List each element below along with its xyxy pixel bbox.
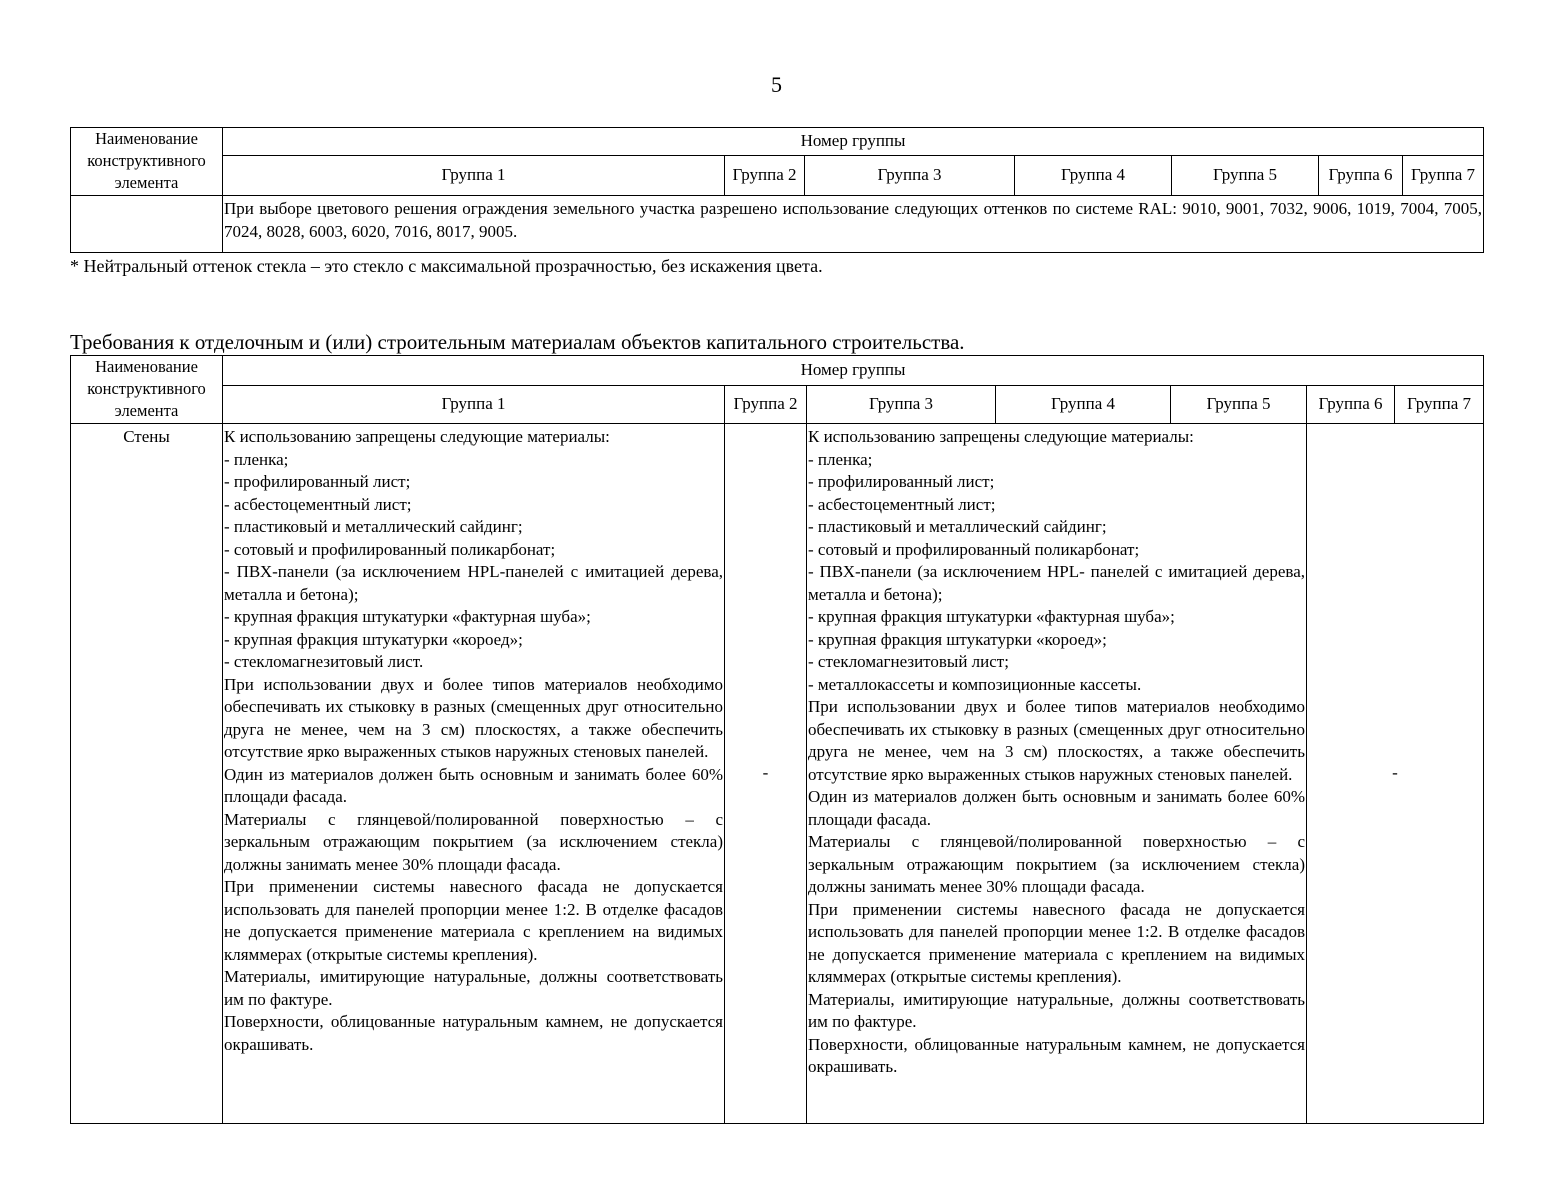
group-header: Группа 6 (1307, 386, 1395, 424)
requirement-line: К использованию запрещены следующие материалы: (808, 427, 1194, 446)
requirement-line: - крупная фракция штукатурки «короед»; (224, 629, 523, 649)
requirement-line: - ПВХ-панели (за исключением HPL- панелей с имитацией дерева, металла и бетона); (808, 562, 1305, 604)
row-name-walls: Стены (71, 424, 223, 1124)
group-header: Группа 5 (1171, 386, 1307, 424)
requirement-paragraph: Один из материалов должен быть основным и занимать более 60% площади фасада. (808, 787, 1305, 829)
element-name-header: Наименование конструктивного элемента (71, 128, 223, 196)
group-header: Группа 1 (223, 156, 725, 196)
requirement-line: - стекломагнезитовый лист; (808, 652, 1009, 671)
requirement-line: - крупная фракция штукатурки «короед»; (808, 629, 1107, 649)
group-header: Группа 3 (807, 386, 996, 424)
requirement-paragraph: Материалы с глянцевой/полированной поверхностью – с зеркальным отражающим покрытием (за исключением стекла) должны занимать менее 30% площади фасада. (224, 809, 723, 874)
requirement-line: - ПВХ-панели (за исключением HPL-панелей с имитацией дерева, металла и бетона); (224, 562, 723, 604)
requirement-line: - крупная фракция штукатурки «фактурная шуба»; (808, 607, 1175, 626)
ral-colors-text: При выборе цветового решения ограждения земельного участка разрешено использование следующих оттенков по системе RAL: 9010, 9001, 7032, 9006, 1019, 7004, 7005, 7024, 8028, 6003, 6020, 7016, 8017, 9005. (223, 196, 1484, 253)
group-header: Группа 2 (725, 386, 807, 424)
requirement-paragraph: Материалы, имитирующие натуральные, должны соответствовать им по фактуре. (224, 967, 723, 1009)
requirement-line: - металлокассеты и композиционные кассеты. (808, 674, 1142, 694)
requirement-line: - пластиковый и металлический сайдинг; (808, 517, 1107, 536)
footnote: * Нейтральный оттенок стекла – это стекло с максимальной прозрачностью, без искажения цвета. (70, 256, 823, 276)
requirement-line: - асбестоцементный лист; (808, 494, 996, 514)
requirement-line: - сотовый и профилированный поликарбонат; (224, 539, 556, 559)
requirement-paragraph: Материалы с глянцевой/полированной поверхностью – с зеркальным отражающим покрытием (за исключением стекла) должны занимать менее 30% площади фасада. (808, 832, 1305, 896)
requirement-line: - пластиковый и металлический сайдинг; (224, 517, 523, 536)
requirement-line: - асбестоцементный лист; (224, 494, 412, 514)
group2-value: - (725, 424, 807, 1124)
requirement-line: - стекломагнезитовый лист. (224, 652, 424, 671)
group1-requirements (223, 424, 725, 1124)
requirement-paragraph: При применении системы навесного фасада не допускается использовать для панелей пропорции менее 1:2. В отделке фасадов не допускается применение материала с креплением на видимых кляммерах (открытые системы крепления). (224, 877, 723, 964)
group-header: Группа 3 (805, 156, 1015, 196)
requirement-line: - пленка; (808, 449, 873, 469)
requirement-line: - крупная фракция штукатурки «фактурная шуба»; (224, 607, 591, 626)
requirement-paragraph: При использовании двух и более типов материалов необходимо обеспечивать их стыковку в разных (смещенных друг относительно друга не менее, чем на 3 см) плоскостях, а также обеспечить отсутствие ярко выраженных стыков наружных стеновых панелей. (224, 674, 723, 761)
requirement-paragraph: При использовании двух и более типов материалов необходимо обеспечивать их стыковку в разных (смещенных друг относительно друга не менее, чем на 3 см) плоскостях, а также обеспечить отсутствие ярко выраженных стыков наружных стеновых панелей. (808, 697, 1305, 784)
requirement-paragraph: При применении системы навесного фасада не допускается использовать для панелей пропорции менее 1:2. В отделке фасадов не допускается применение материала с креплением на видимых кляммерах (открытые системы крепления). (808, 899, 1305, 986)
group-number-header: Номер группы (223, 128, 1484, 156)
group6-7-value: - (1307, 424, 1484, 1124)
requirement-line: К использованию запрещены следующие материалы: (224, 427, 610, 446)
requirement-line: - пленка; (224, 449, 289, 469)
element-name-cell (71, 196, 223, 253)
group-header: Группа 7 (1395, 386, 1484, 424)
group-header: Группа 2 (725, 156, 805, 196)
requirement-line: - профилированный лист; (808, 472, 995, 491)
group-header: Группа 5 (1172, 156, 1319, 196)
color-requirements-table (70, 127, 1484, 253)
group-header: Группа 4 (1015, 156, 1172, 196)
group-header: Группа 4 (996, 386, 1171, 424)
requirement-paragraph: Поверхности, облицованные натуральным камнем, не допускается окрашивать. (808, 1034, 1305, 1076)
group-header: Группа 6 (1319, 156, 1403, 196)
requirement-line: - профилированный лист; (224, 472, 411, 491)
group-number-header: Номер группы (223, 356, 1484, 386)
element-name-header: Наименование конструктивного элемента (71, 356, 223, 424)
requirement-paragraph: Один из материалов должен быть основным и занимать более 60% площади фасада. (224, 764, 723, 806)
requirement-paragraph: Поверхности, облицованные натуральным камнем, не допускается окрашивать. (224, 1012, 723, 1054)
requirement-paragraph: Материалы, имитирующие натуральные, должны соответствовать им по фактуре. (808, 989, 1305, 1031)
page-number: 5 (771, 72, 782, 97)
section-heading: Требования к отделочным и (или) строительным материалам объектов капитального строительства. (70, 330, 965, 354)
materials-requirements-table (70, 355, 1484, 1124)
group3-5-requirements (807, 424, 1307, 1124)
group-header: Группа 7 (1403, 156, 1484, 196)
requirement-line: - сотовый и профилированный поликарбонат; (808, 539, 1140, 559)
group-header: Группа 1 (223, 386, 725, 424)
